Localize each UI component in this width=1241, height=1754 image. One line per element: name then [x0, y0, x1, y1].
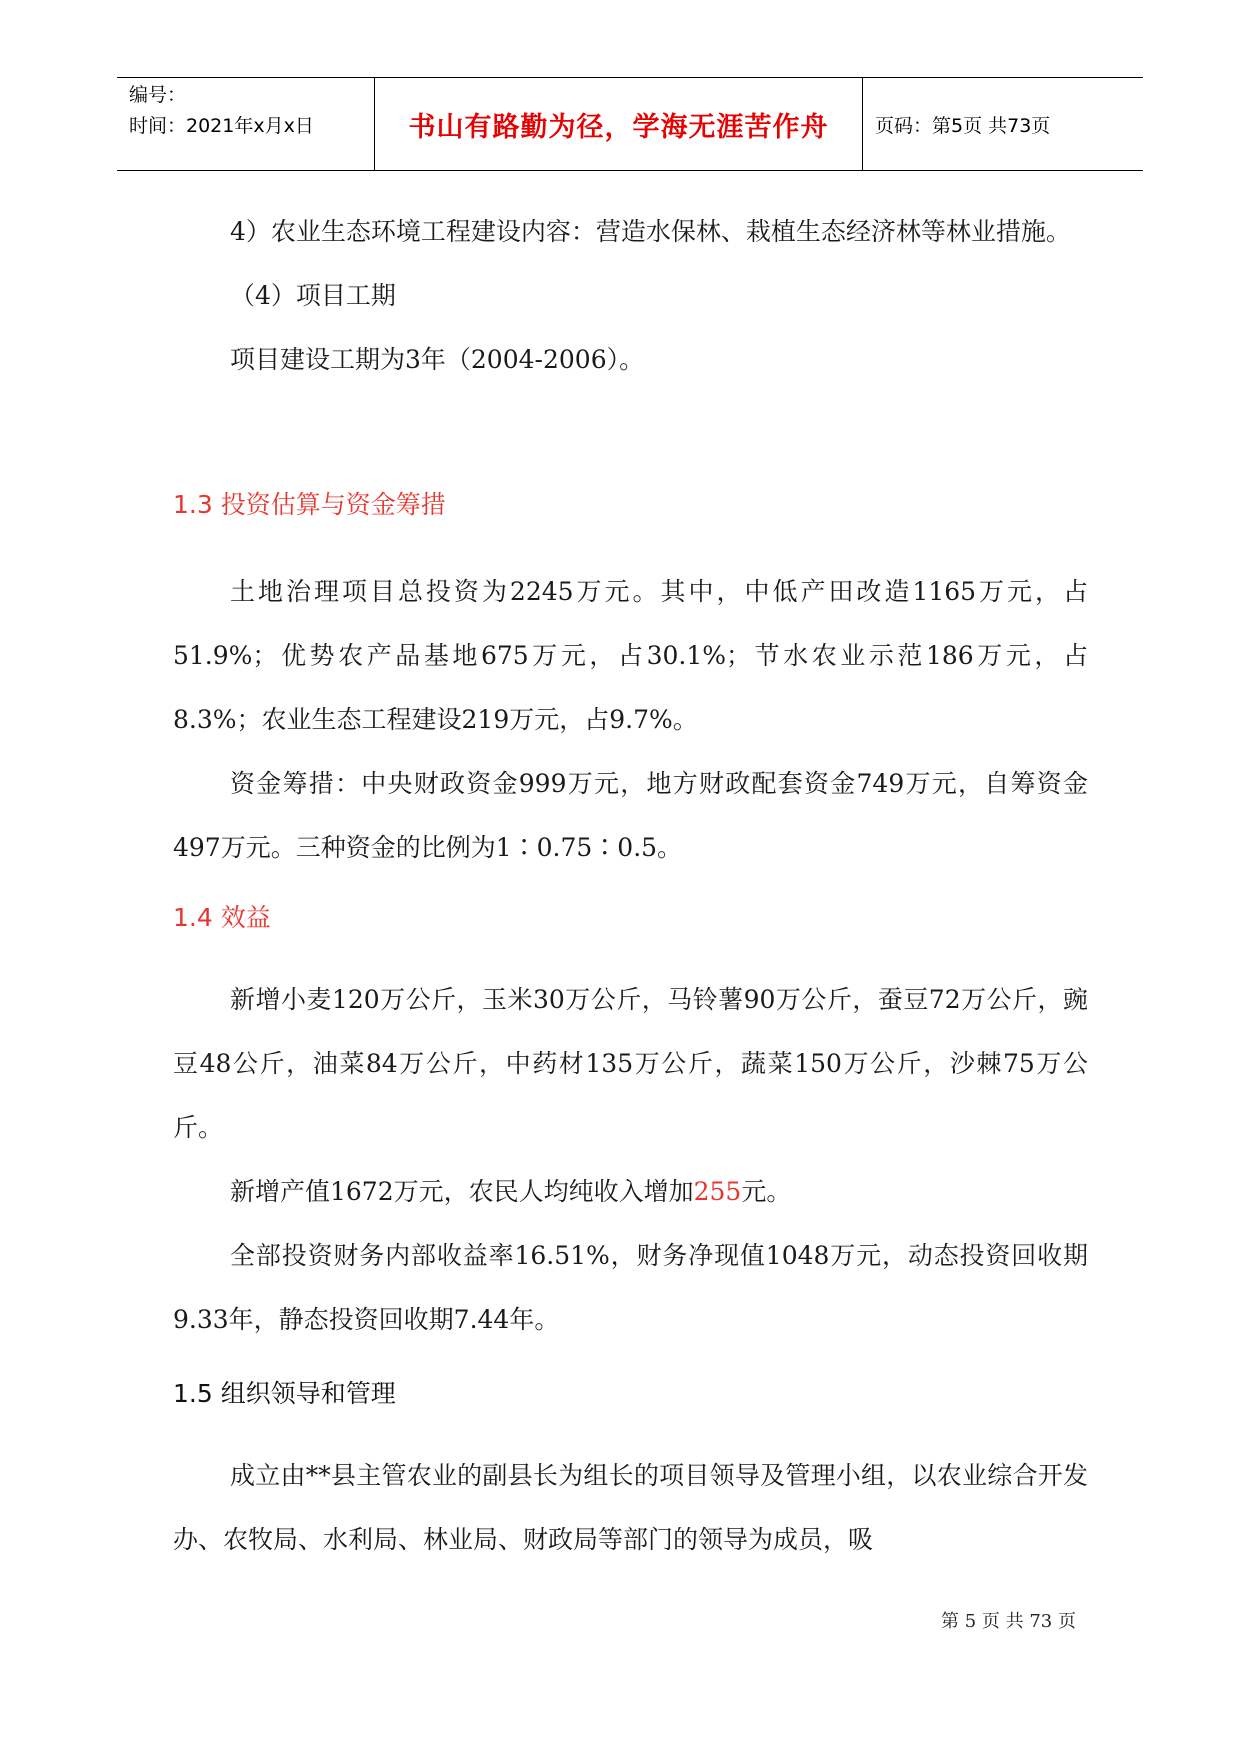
- body-section-investment: [173, 560, 1088, 880]
- section-heading-1-3: 1.3 投资估算与资金筹措: [173, 490, 446, 519]
- header-page-info: 页码：第5页 共73页: [875, 114, 1051, 137]
- body-section-top: [173, 200, 1088, 392]
- income-text-before: 新增产值1672万元，农民人均纯收入增加: [230, 1177, 694, 1206]
- paragraph-new-output: 新增小麦120万公斤，玉米30万公斤，马铃薯90万公斤，蚕豆72万公斤，豌豆48公斤，油菜84万公斤，中药材135万公斤，蔬菜150万公斤，沙棘75万公斤。: [173, 985, 1088, 1142]
- income-highlight-value: 255: [693, 1177, 742, 1206]
- serial-number-label: 编号：: [129, 84, 187, 106]
- header-left-cell: [117, 78, 375, 170]
- paragraph-ecology-content: 4）农业生态环境工程建设内容：营造水保林、栽植生态经济林等林业措施。: [230, 217, 1071, 246]
- body-section-benefits: [173, 968, 1088, 1352]
- date-label: 时间：2021年x月x日: [129, 115, 314, 137]
- page-footer: 第 5 页 共 73 页: [941, 1611, 1076, 1632]
- paragraph-funding: 资金筹措：中央财政资金999万元，地方财政配套资金749万元，自筹资金497万元。三种资金的比例为1∶0.75∶0.5。: [173, 769, 1088, 862]
- income-text-after: 元。: [741, 1177, 792, 1206]
- paragraph-income: [173, 1160, 1088, 1224]
- paragraph-organization: 成立由**县主管农业的副县长为组长的项目领导及管理小组，以农业综合开发办、农牧局、水利局、林业局、财政局等部门的领导为成员，吸: [173, 1461, 1088, 1554]
- page-header: [117, 77, 1143, 171]
- section-heading-1-4: 1.4 效益: [173, 903, 271, 932]
- section-heading-1-5: 1.5 组织领导和管理: [173, 1379, 396, 1408]
- paragraph-financial-return: 全部投资财务内部收益率16.51%，财务净现值1048万元，动态投资回收期9.33年，静态投资回收期7.44年。: [173, 1241, 1088, 1334]
- header-motto: 书山有路勤为径，学海无涯苦作舟: [375, 78, 863, 170]
- paragraph-total-investment: 土地治理项目总投资为2245万元。其中，中低产田改造1165万元，占51.9%；优势农产品基地675万元，占30.1%；节水农业示范186万元，占8.3%；农业生态工程建设219万元，占9.7%。: [173, 577, 1088, 734]
- paragraph-project-period: 项目建设工期为3年（2004-2006）。: [230, 345, 645, 374]
- paragraph-project-period-title: （4）项目工期: [230, 281, 396, 310]
- body-section-organization: [173, 1444, 1088, 1572]
